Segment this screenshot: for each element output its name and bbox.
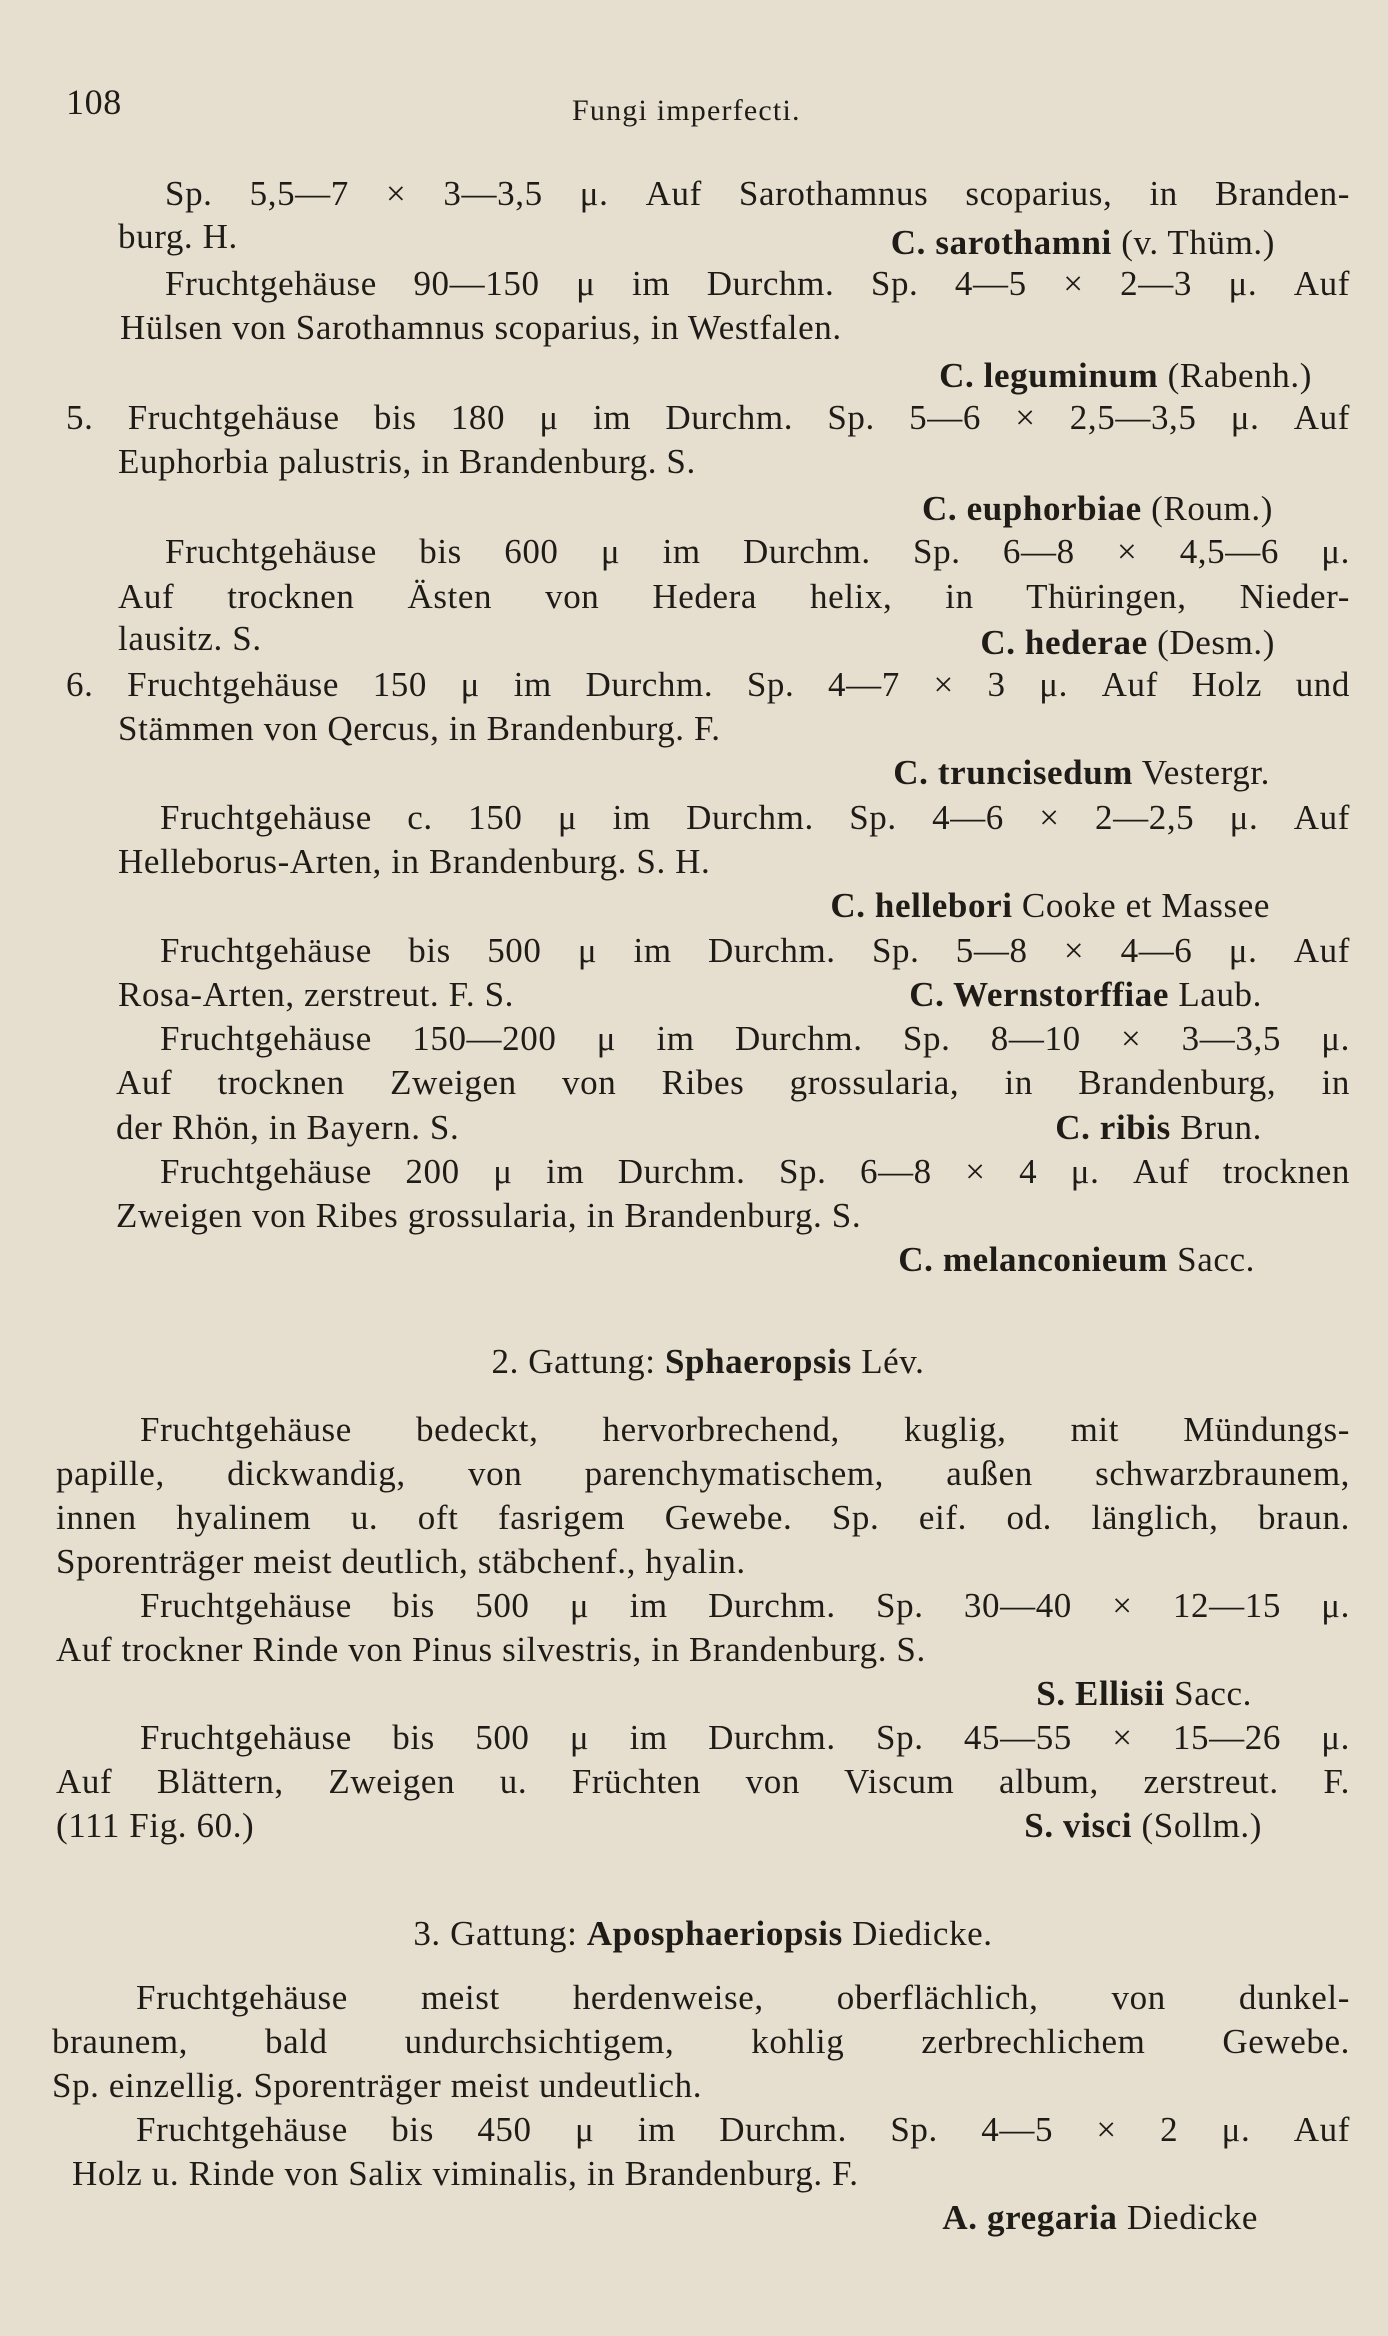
- text-line: Euphorbia palustris, in Brandenburg. S.: [118, 442, 696, 481]
- text-line: Auf Blättern, Zweigen u. Früchten von Viscum album, zerstreut. F.: [56, 1762, 1350, 1801]
- species-name: A. gregaria Diedicke: [942, 2198, 1258, 2237]
- text-line: Helleborus-Arten, in Brandenburg. S. H.: [118, 842, 711, 881]
- text-line: innen hyalinem u. oft fasrigem Gewebe. Sp. eif. od. länglich, braun.: [56, 1498, 1350, 1537]
- text-line: Fruchtgehäuse c. 150 μ im Durchm. Sp. 4—6 × 2—2,5 μ. Auf: [160, 798, 1350, 837]
- text-line: braunem, bald undurchsichtigem, kohlig zerbrechlichem Gewebe.: [52, 2022, 1350, 2061]
- text-line: Fruchtgehäuse 90—150 μ im Durchm. Sp. 4—5 × 2—3 μ. Auf: [165, 264, 1350, 303]
- text-line: (111 Fig. 60.): [56, 1806, 255, 1845]
- species-name: C. hederae (Desm.): [980, 623, 1275, 662]
- text-line: Sp. einzellig. Sporenträger meist undeutlich.: [52, 2066, 703, 2105]
- text-line: Sporenträger meist deutlich, stäbchenf., hyalin.: [56, 1542, 746, 1581]
- species-name: S. visci (Sollm.): [1024, 1806, 1262, 1845]
- text-line: burg. H.: [118, 217, 238, 256]
- text-line: Rosa-Arten, zerstreut. F. S.: [118, 975, 515, 1014]
- text-line: Hülsen von Sarothamnus scoparius, in Westfalen.: [120, 308, 842, 347]
- text-line: Fruchtgehäuse meist herdenweise, oberflächlich, von dunkel-: [136, 1978, 1350, 2017]
- species-name: C. truncisedum Vestergr.: [893, 753, 1270, 792]
- text-line: Fruchtgehäuse 150—200 μ im Durchm. Sp. 8—10 × 3—3,5 μ.: [160, 1019, 1350, 1058]
- text-line: Fruchtgehäuse bis 500 μ im Durchm. Sp. 5—8 × 4—6 μ. Auf: [160, 931, 1350, 970]
- text-line: 6. Fruchtgehäuse 150 μ im Durchm. Sp. 4—7 × 3 μ. Auf Holz und: [66, 665, 1350, 704]
- species-name: S. Ellisii Sacc.: [1036, 1674, 1252, 1713]
- species-name: C. sarothamni (v. Thüm.): [890, 223, 1275, 262]
- text-line: Sp. 5,5—7 × 3—3,5 μ. Auf Sarothamnus scoparius, in Branden-: [165, 174, 1350, 213]
- genus-heading: 2. Gattung: Sphaeropsis Lév.: [491, 1342, 925, 1381]
- species-name: C. euphorbiae (Roum.): [922, 489, 1273, 528]
- species-name: C. melanconieum Sacc.: [898, 1240, 1255, 1279]
- text-line: Fruchtgehäuse bis 600 μ im Durchm. Sp. 6—8 × 4,5—6 μ.: [165, 532, 1350, 571]
- text-line: Zweigen von Ribes grossularia, in Brandenburg. S.: [116, 1196, 862, 1235]
- text-line: Fruchtgehäuse bedeckt, hervorbrechend, kuglig, mit Mündungs-: [140, 1410, 1350, 1449]
- page-number: 108: [66, 82, 122, 122]
- species-name: C. ribis Brun.: [1055, 1108, 1262, 1147]
- text-line: lausitz. S.: [118, 619, 262, 658]
- text-line: papille, dickwandig, von parenchymatischem, außen schwarzbraunem,: [56, 1454, 1350, 1493]
- text-line: Auf trocknen Ästen von Hedera helix, in Thüringen, Nieder-: [118, 577, 1350, 616]
- species-name: C. leguminum (Rabenh.): [939, 356, 1312, 395]
- text-line: der Rhön, in Bayern. S.: [116, 1108, 460, 1147]
- genus-heading: 3. Gattung: Aposphaeriopsis Diedicke.: [413, 1914, 993, 1953]
- text-line: Auf trocknen Zweigen von Ribes grossularia, in Brandenburg, in: [116, 1063, 1350, 1102]
- species-name: C. hellebori Cooke et Massee: [830, 886, 1270, 925]
- text-line: Fruchtgehäuse bis 500 μ im Durchm. Sp. 30—40 × 12—15 μ.: [140, 1586, 1350, 1625]
- running-title: Fungi imperfecti.: [572, 94, 801, 127]
- species-name: C. Wernstorffiae Laub.: [909, 975, 1262, 1014]
- text-line: Stämmen von Qercus, in Brandenburg. F.: [118, 709, 721, 748]
- text-line: Fruchtgehäuse bis 450 μ im Durchm. Sp. 4—5 × 2 μ. Auf: [136, 2110, 1350, 2149]
- text-line: Holz u. Rinde von Salix viminalis, in Brandenburg. F.: [72, 2154, 859, 2193]
- text-line: Fruchtgehäuse 200 μ im Durchm. Sp. 6—8 × 4 μ. Auf trocknen: [160, 1152, 1350, 1191]
- text-line: Auf trockner Rinde von Pinus silvestris, in Brandenburg. S.: [56, 1630, 926, 1669]
- text-line: 5. Fruchtgehäuse bis 180 μ im Durchm. Sp. 5—6 × 2,5—3,5 μ. Auf: [66, 398, 1350, 437]
- text-line: Fruchtgehäuse bis 500 μ im Durchm. Sp. 45—55 × 15—26 μ.: [140, 1718, 1350, 1757]
